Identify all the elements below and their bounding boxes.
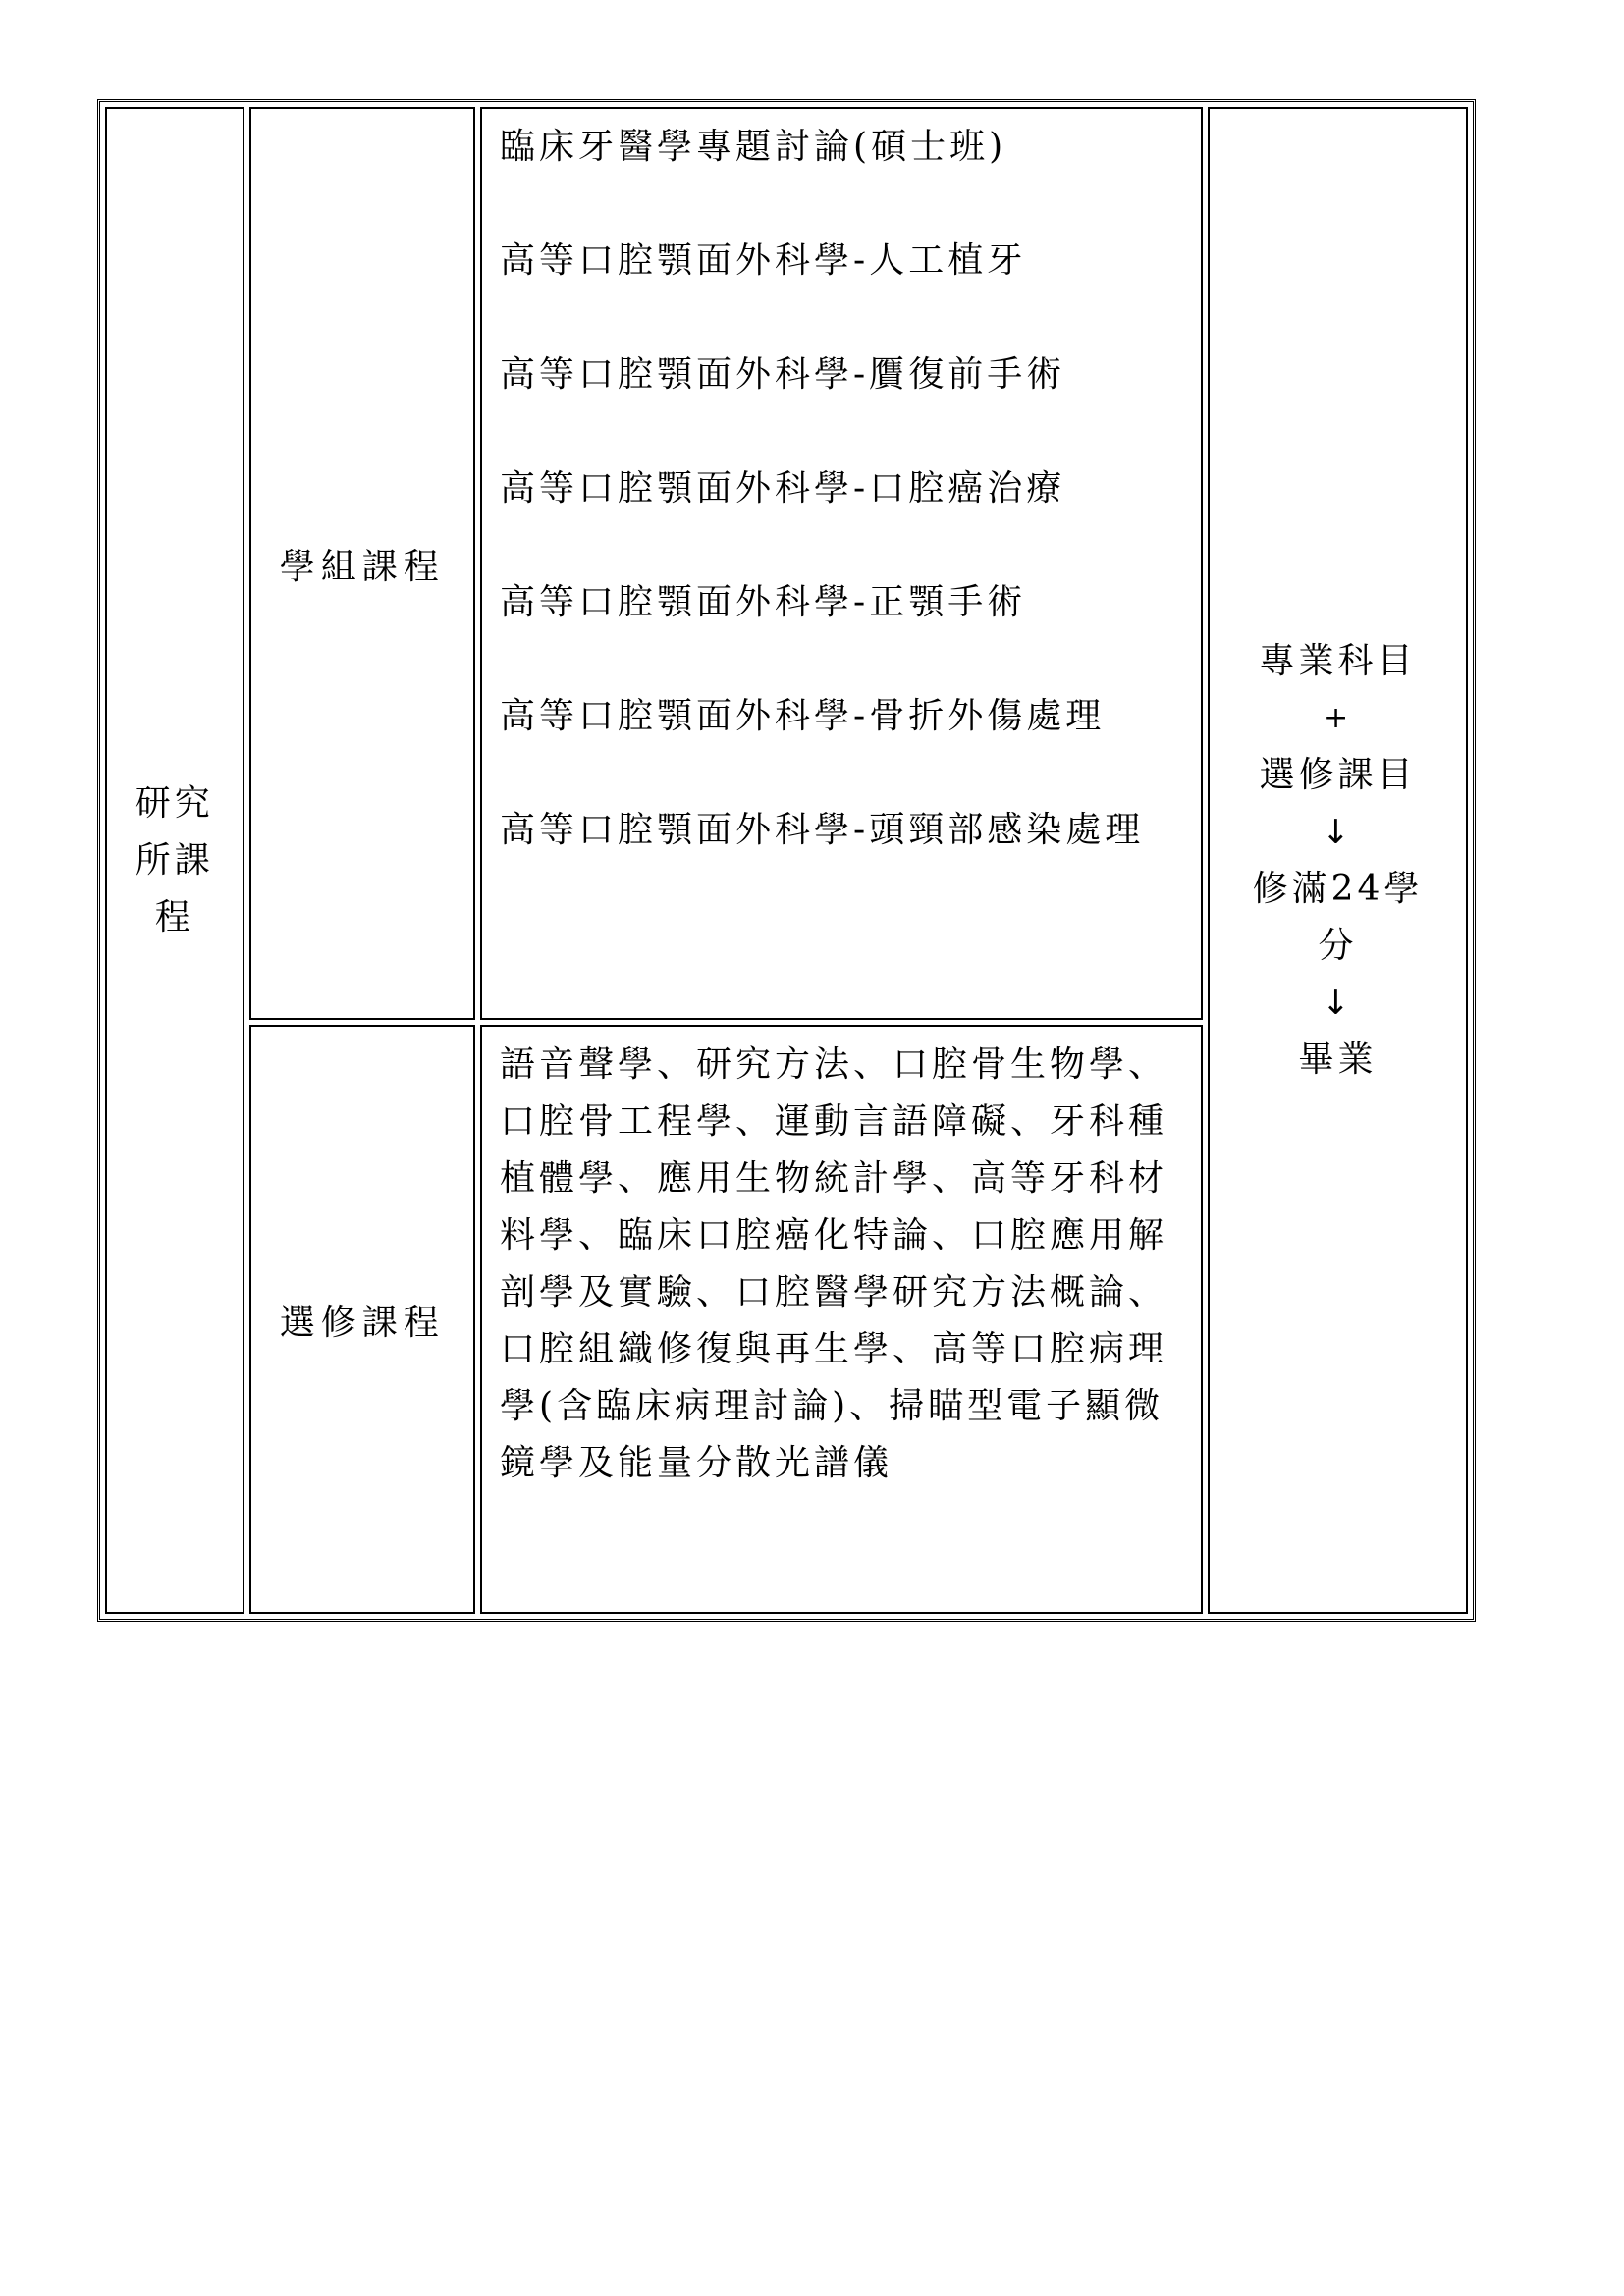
down-arrow-icon: ↓ [1322,983,1354,1023]
course-item: 高等口腔顎面外科學-頭頸部感染處理 [500,810,1145,850]
plus-sign: + [1323,700,1353,735]
curriculum-table [97,99,1476,1622]
rule-credit-requirement: 修滿24學分 [1252,868,1424,966]
rule-graduation: 畢業 [1298,1039,1378,1080]
elective-courses-text: 語音聲學、研究方法、口腔骨生物學、口腔骨工程學、運動言語障礙、牙科種植體學、應用生物統計學、高等牙科材料學、臨床口腔癌化特論、口腔應用解剖學及實驗、口腔醫學研究方法概論、口腔組織修復與再生學、高等口腔病理學(含臨床病理討論)、掃瞄型電子顯微鏡學及能量分散光譜儀 [500,1044,1168,1483]
track-course-list [480,107,1203,1020]
rule-required-subjects: 專業科目 [1259,640,1417,681]
division-label: 研究所課程 [135,782,214,937]
course-item: 臨床牙醫學專題討論(碩士班) [500,127,1007,167]
elective-category-cell [249,1025,476,1614]
track-category-cell [249,107,476,1020]
rule-elective-subjects: 選修課目 [1259,754,1417,795]
course-item: 高等口腔顎面外科學-人工植牙 [500,240,1027,281]
course-item: 高等口腔顎面外科學-骨折外傷處理 [500,696,1106,736]
elective-category-label: 選修課程 [279,1302,445,1343]
course-item: 高等口腔顎面外科學-贋復前手術 [500,354,1066,395]
course-item: 高等口腔顎面外科學-口腔癌治療 [500,468,1066,508]
graduation-rule-cell [1208,107,1468,1614]
elective-course-list [480,1025,1203,1614]
track-category-label: 學組課程 [279,546,445,587]
course-item: 高等口腔顎面外科學-正顎手術 [500,582,1027,622]
down-arrow-icon: ↓ [1322,812,1354,852]
division-cell [105,107,244,1614]
